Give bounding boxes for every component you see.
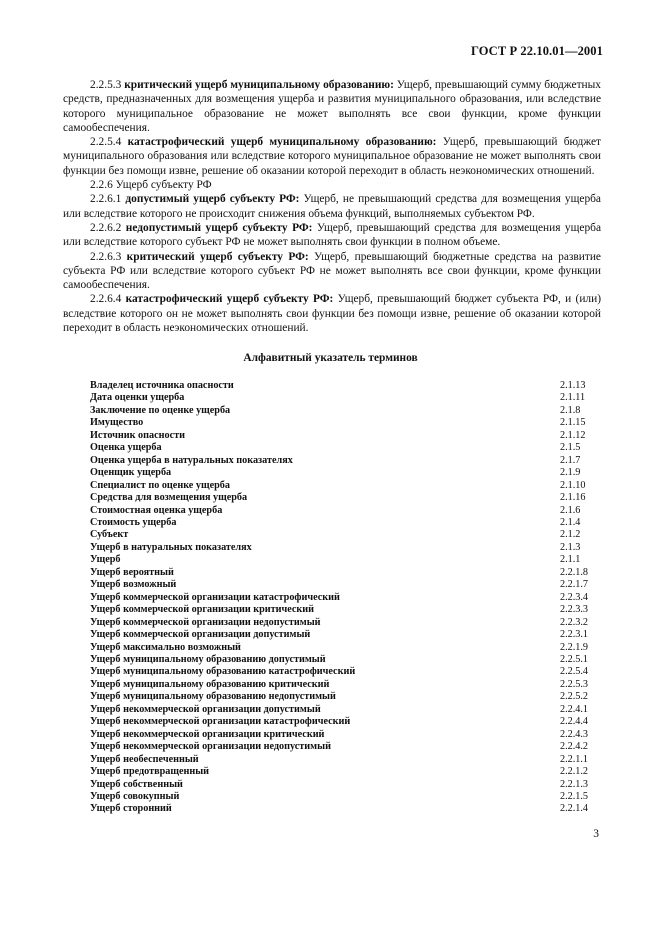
clause-text: Ущерб субъекту РФ xyxy=(115,179,212,192)
index-entry-ref: 2.2.1.8 xyxy=(560,566,589,578)
index-entry-ref: 2.1.1 xyxy=(560,554,581,566)
term-index xyxy=(90,380,600,816)
clause-number: 2.2.5.4 xyxy=(90,136,122,149)
index-entry-term: Ущерб вероятный xyxy=(90,566,174,578)
page-number: 3 xyxy=(593,828,599,840)
clause-number: 2.2.6.3 xyxy=(90,250,122,263)
clause-text: Ущерб, превышающий бюджет субъекта РФ, и (или) вследствие которого он не может выполнять свои функции без помощи извне, решение об оказании которой переходит в область неэкономических отношений. xyxy=(63,293,602,335)
index-entry xyxy=(90,505,600,517)
document-header: ГОСТ Р 22.10.01—2001 xyxy=(470,44,603,58)
index-entry xyxy=(90,492,600,504)
clause-term: катастрофический ущерб субъекту РФ: xyxy=(125,293,334,306)
index-entry xyxy=(90,716,600,728)
index-entry-term: Ущерб некоммерческой организации допустимый xyxy=(90,703,321,715)
index-entry-term: Ущерб в натуральных показателях xyxy=(90,541,252,553)
index-entry-ref: 2.1.15 xyxy=(560,417,586,429)
index-entry-ref: 2.1.8 xyxy=(560,404,581,416)
index-entry-term: Ущерб необеспеченный xyxy=(90,753,199,765)
index-entry-term: Оценка ущерба в натуральных показателях xyxy=(90,454,293,466)
index-entry xyxy=(90,729,600,741)
index-entry-ref: 2.2.3.4 xyxy=(560,591,589,603)
index-entry-term: Ущерб собственный xyxy=(90,778,183,790)
index-entry xyxy=(90,779,600,791)
index-entry-ref: 2.2.1.5 xyxy=(560,790,589,802)
index-entry xyxy=(90,380,600,392)
index-entry xyxy=(90,467,600,479)
index-entry xyxy=(90,642,600,654)
index-entry-term: Ущерб коммерческой организации катастрофический xyxy=(90,591,340,603)
index-entry-term: Заключение по оценке ущерба xyxy=(90,404,231,416)
index-entry-term: Субъект xyxy=(90,529,129,541)
index-entry-term: Ущерб сторонний xyxy=(90,803,172,815)
clause-term: допустимый ущерб субъекту РФ: xyxy=(125,193,300,206)
index-entry-ref: 2.2.3.3 xyxy=(560,604,589,616)
index-entry-term: Ущерб коммерческой организации допустимый xyxy=(90,629,311,641)
index-entry-ref: 2.2.4.3 xyxy=(560,728,589,740)
index-entry-term: Ущерб муниципальному образованию недопустимый xyxy=(90,691,336,703)
index-entry-term: Стоимость ущерба xyxy=(90,516,177,528)
index-entry-ref: 2.1.10 xyxy=(560,479,586,491)
index-entry-term: Ущерб возможный xyxy=(90,579,177,591)
index-entry xyxy=(90,417,600,429)
index-entry-ref: 2.2.3.1 xyxy=(560,629,589,641)
index-entry-term: Имущество xyxy=(90,417,144,429)
index-entry xyxy=(90,442,600,454)
index-entry xyxy=(90,592,600,604)
index-entry xyxy=(90,803,600,815)
index-entry-ref: 2.2.1.9 xyxy=(560,641,589,653)
index-entry xyxy=(90,430,600,442)
index-entry-ref: 2.1.7 xyxy=(560,454,581,466)
index-entry xyxy=(90,691,600,703)
clause-number: 2.2.6.4 xyxy=(90,293,122,306)
paragraph-2-2-5-3 xyxy=(63,78,601,135)
index-entry xyxy=(90,666,600,678)
index-entry-ref: 2.2.5.3 xyxy=(560,678,589,690)
clause-term: критический ущерб субъекту РФ: xyxy=(126,250,309,263)
index-entry-term: Дата оценки ущерба xyxy=(90,392,185,404)
paragraph-2-2-6-3 xyxy=(63,250,601,293)
index-entry xyxy=(90,579,600,591)
index-entry xyxy=(90,392,600,404)
clause-text: Ущерб, превышающий бюджетные средства на развитие субъекта РФ или вследствие которого субъект РФ не может выполнять все свои функции, кроме функции самообеспечения. xyxy=(63,250,601,292)
index-entry xyxy=(90,741,600,753)
index-entry-term: Специалист по оценке ущерба xyxy=(90,479,230,491)
clause-number: 2.2.6 xyxy=(90,179,113,192)
index-entry-term: Ущерб муниципальному образованию катастрофический xyxy=(90,666,356,678)
index-entry-ref: 2.1.4 xyxy=(560,516,581,528)
index-entry-ref: 2.1.3 xyxy=(560,541,581,553)
index-entry-ref: 2.2.4.1 xyxy=(560,703,589,715)
paragraph-2-2-6-2 xyxy=(63,221,601,250)
index-entry-ref: 2.1.11 xyxy=(560,392,586,404)
index-entry-term: Ущерб совокупный xyxy=(90,790,180,802)
index-entry xyxy=(90,791,600,803)
index-entry-term: Ущерб некоммерческой организации критический xyxy=(90,728,325,740)
clause-text: Ущерб, не превышающий средства для возмещения ущерба или вследствие которого не происходит снижения объема функций, выполняемых субъектом РФ. xyxy=(63,193,601,220)
index-entry-term: Оценка ущерба xyxy=(90,442,162,454)
index-entry-ref: 2.1.12 xyxy=(560,429,586,441)
clause-text: Ущерб, превышающий средства для возмещения ущерба или вследствие которого субъект РФ не может выполнять свои функции в полном объеме. xyxy=(63,221,602,249)
index-entry-ref: 2.1.2 xyxy=(560,529,581,541)
index-entry xyxy=(90,529,600,541)
clause-number: 2.2.5.3 xyxy=(90,79,122,91)
definitions-section xyxy=(63,78,601,335)
index-entry xyxy=(90,480,600,492)
index-entry-ref: 2.1.5 xyxy=(560,442,581,454)
index-entry-term: Ущерб xyxy=(90,554,121,566)
index-entry-term: Ущерб некоммерческой организации катастрофический xyxy=(90,716,351,728)
clause-text: Ущерб, превышающий сумму бюджетных средств, предназначенных для возмещения ущерба и развития муниципального образования, или вследствие которого муниципальное образование не может выполнять все свои функции, кроме функции самообеспечения. xyxy=(63,79,601,134)
index-entry xyxy=(90,567,600,579)
index-entry-term: Владелец источника опасности xyxy=(90,380,234,391)
index-entry-term: Ущерб муниципальному образованию критический xyxy=(90,678,330,690)
index-entry xyxy=(90,517,600,529)
index-entry-ref: 2.2.1.1 xyxy=(560,753,589,765)
index-entry-term: Ущерб коммерческой организации недопустимый xyxy=(90,616,321,628)
index-entry-term: Ущерб предотвращенный xyxy=(90,766,210,778)
index-title: Алфавитный указатель терминов xyxy=(243,352,418,364)
clause-term: критический ущерб муниципальному образованию: xyxy=(124,79,394,91)
index-entry xyxy=(90,455,600,467)
index-entry-ref: 2.1.9 xyxy=(560,467,581,479)
index-entry-term: Ущерб некоммерческой организации недопустимый xyxy=(90,741,331,753)
index-entry-term: Оценщик ущерба xyxy=(90,467,172,479)
index-entry-ref: 2.1.6 xyxy=(560,504,581,516)
index-entry xyxy=(90,604,600,616)
index-entry-ref: 2.2.5.1 xyxy=(560,653,589,665)
index-entry-ref: 2.2.1.3 xyxy=(560,778,589,790)
index-entry-term: Ущерб коммерческой организации критический xyxy=(90,604,315,616)
index-entry-ref: 2.2.4.4 xyxy=(560,716,589,728)
clause-term: недопустимый ущерб субъекту РФ: xyxy=(125,221,313,234)
index-entry xyxy=(90,754,600,766)
index-entry-term: Ущерб максимально возможный xyxy=(90,641,241,653)
index-entry xyxy=(90,554,600,566)
index-entry-term: Средства для возмещения ущерба xyxy=(90,492,248,504)
clause-number: 2.2.6.1 xyxy=(90,193,122,206)
index-entry-ref: 2.2.5.2 xyxy=(560,691,589,703)
clause-term: катастрофический ущерб муниципальному образованию: xyxy=(127,136,437,149)
index-entry-term: Источник опасности xyxy=(90,429,185,441)
index-entry-ref: 2.2.1.4 xyxy=(560,803,589,815)
index-entry xyxy=(90,654,600,666)
index-entry xyxy=(90,629,600,641)
index-entry-ref: 2.2.3.2 xyxy=(560,616,589,628)
paragraph-2-2-5-4 xyxy=(63,135,601,178)
index-entry-ref: 2.1.13 xyxy=(560,380,586,391)
index-entry-term: Стоимостная оценка ущерба xyxy=(90,504,223,516)
index-entry-ref: 2.1.16 xyxy=(560,492,586,504)
paragraph-2-2-6-4 xyxy=(63,292,601,335)
index-entry xyxy=(90,679,600,691)
paragraph-2-2-6 xyxy=(63,178,601,192)
index-entry xyxy=(90,766,600,778)
paragraph-2-2-6-1 xyxy=(63,192,601,221)
index-entry-ref: 2.2.1.2 xyxy=(560,766,589,778)
index-entry xyxy=(90,617,600,629)
index-entry-ref: 2.2.1.7 xyxy=(560,579,589,591)
index-entry xyxy=(90,542,600,554)
index-entry-ref: 2.2.4.2 xyxy=(560,741,589,753)
clause-number: 2.2.6.2 xyxy=(90,221,122,234)
index-entry-term: Ущерб муниципальному образованию допустимый xyxy=(90,653,326,665)
index-entry xyxy=(90,405,600,417)
clause-text: Ущерб, превышающий бюджет муниципального образования или вследствие которого муниципальное образование не может выполнять свои функции без помощи извне, решение об оказании которой переходит в область неэкономических отношений. xyxy=(63,136,601,177)
index-entry xyxy=(90,704,600,716)
index-entry-ref: 2.2.5.4 xyxy=(560,666,589,678)
